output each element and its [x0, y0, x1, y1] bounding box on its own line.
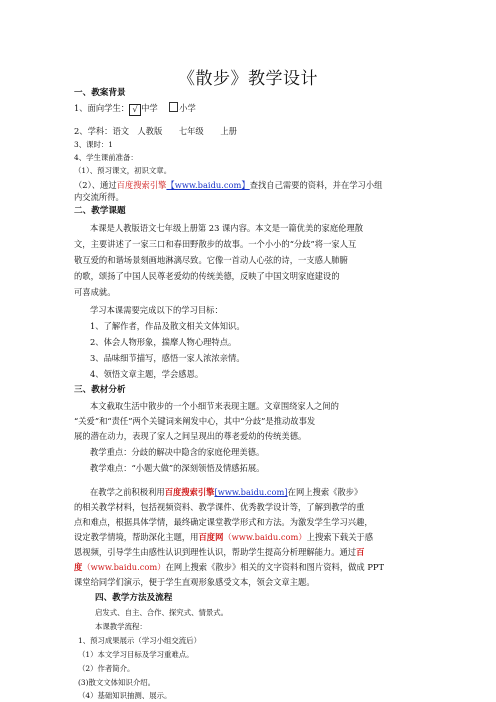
prep-para-line-2: 的相关教学材料，包括视频资料、教学课件、优秀教学设计等，了解到教学的重 — [74, 502, 365, 512]
baidu-search-engine-link[interactable]: 百度搜索引擎 — [164, 487, 215, 497]
baidu-url-link-4[interactable]: （www.baidu.com） — [82, 562, 166, 572]
baidu-search-link[interactable]: 百度搜索引擎 — [116, 180, 167, 190]
baidu-url-link-3[interactable]: （www.baidu.com） — [223, 532, 307, 542]
topic-para-line-3: 敬互爱的和谐场景刻画地淋漓尽致。它像一首动人心弦的诗，一支感人肺腑 — [74, 255, 348, 265]
teaching-difficulty: 教学难点：“小题大做”的深刻领悟及情感拓展。 — [90, 463, 265, 473]
flow-item-1: 1、预习成果展示（学习小组交流后） — [78, 636, 201, 645]
flow-title: 本课教学流程： — [95, 622, 147, 631]
section-heading-background: 一、教案背景 — [74, 88, 126, 98]
prep-item-2-cont: 内交流所得。 — [74, 192, 124, 202]
prep-para-line-1 — [74, 486, 442, 498]
prep-para-line-5-text: 恩视频，引导学生由感性认识到理性认识，帮助学生提高分析理解能力。通过 — [74, 547, 357, 557]
prep-para-line-4-text: 设定教学情境，帮助深化主题，用 — [74, 532, 199, 542]
material-para-line-1: 本文截取生活中散步的一个小细节来表现主题。文章围绕家人之间的 — [90, 401, 339, 411]
prep-para-line-5 — [74, 546, 426, 558]
prep-para-line-4 — [74, 531, 426, 543]
prep-item-2-text: （2）、通过 — [74, 180, 117, 190]
flow-item-3: （2）作者简介。 — [78, 664, 135, 673]
baidu-site-link[interactable]: 百度网 — [198, 532, 224, 542]
option-primary-school: 小学 — [179, 103, 196, 113]
topic-para-line-4: 的歌，颂扬了中国人民尊老爱幼的传统美德，反映了中国文明家庭建设的 — [74, 271, 340, 281]
audience-label: 1、面向学生： — [74, 103, 130, 113]
goal-item-3: 3、品味细节描写，感悟一家人浓浓亲情。 — [90, 353, 245, 363]
prep-item-2 — [74, 179, 426, 191]
option-middle-school: 中学 — [141, 103, 158, 113]
section-heading-method: 四、教学方法及流程 — [95, 593, 173, 603]
flow-item-5: （4）基础知识抽测、展示。 — [78, 691, 172, 700]
baidu-link-part-1[interactable]: 百 — [356, 547, 365, 557]
baidu-url-link[interactable]: 【www.baidu.com】 — [166, 180, 250, 190]
topic-para-line-5: 可喜成就。 — [74, 287, 116, 297]
empty-checkbox-icon — [169, 102, 178, 112]
prep-para-line-3: 点和难点，根据具体学情，最终确定课堂教学形式和方法。为激发学生学习兴趣， — [74, 517, 373, 527]
baidu-url-link-2[interactable]: [www.baidu.com] — [214, 487, 288, 497]
prep-item-2-text-b: 查找自己需要的资料，并在学习小组 — [249, 180, 383, 190]
topic-para-line-1: 本课是人教版语文七年级上册第 23 课内容。本文是一篇优美的家庭伦理散 — [90, 223, 364, 233]
page-title: 《散步》教学设计 — [178, 69, 318, 89]
prep-para-line-7: 课堂给同学们演示，便于学生直观形象感受文本，领会文章主题。 — [74, 577, 315, 587]
flow-item-2: （1）本文学习目标及学习重难点。 — [78, 650, 194, 659]
goal-item-1: 1、了解作者，作品及散文相关文体知识。 — [90, 321, 245, 331]
material-para-line-3: 展的潜在动力，表现了家人之间呈现出的尊老爱幼的传统美德。 — [74, 431, 307, 441]
baidu-link-part-2[interactable]: 度 — [74, 562, 83, 572]
section-heading-material: 三、教材分析 — [74, 385, 126, 395]
student-prep-line: 4、学生课前准备： — [74, 153, 138, 162]
prep-para-line-6 — [74, 561, 426, 573]
methods-line: 启发式、自主、合作、探究式、情景式。 — [95, 608, 229, 617]
prep-item-1: （1）、预习课文，初识文章。 — [74, 166, 172, 175]
goals-intro: 学习本课需要完成以下的学习目标： — [90, 305, 223, 315]
goal-item-2: 2、体会人物形象，揣摩人物心理特点。 — [90, 337, 237, 347]
subject-line: 2、学科：语文 人教版 七年级 上册 — [74, 126, 237, 136]
material-para-line-2: “关爱”和“责任”两个关键词来阐发中心，其中“分歧”是推动故事发 — [74, 416, 316, 426]
flow-item-4: (3)散文文体知识介绍。 — [78, 678, 155, 687]
audience-line — [74, 102, 426, 116]
prep-para-line-6-text: 在网上搜索《散步》相关的文字资料和图片资料，做成 PPT — [165, 562, 385, 572]
section-heading-topic: 二、教学课题 — [74, 206, 126, 216]
topic-para-line-2: 文，主要讲述了一家三口和春田野散步的故事。一个小小的“分歧”将一家人互 — [74, 239, 357, 249]
teaching-focus: 教学重点：分歧的解决中隐含的家庭伦理美德。 — [90, 447, 265, 457]
prep-para-line-4-text-b: 上搜索下载关于感 — [306, 532, 374, 542]
goal-item-4: 4、领悟文章主题，学会感恩。 — [90, 369, 204, 379]
prep-para-text-a: 在教学之前积极利用 — [90, 487, 165, 497]
prep-para-text-b: 在网上搜索《散步》 — [287, 487, 363, 497]
lesson-count-line: 3、课时：1 — [74, 140, 113, 149]
checked-checkbox-icon: √ — [129, 104, 141, 116]
